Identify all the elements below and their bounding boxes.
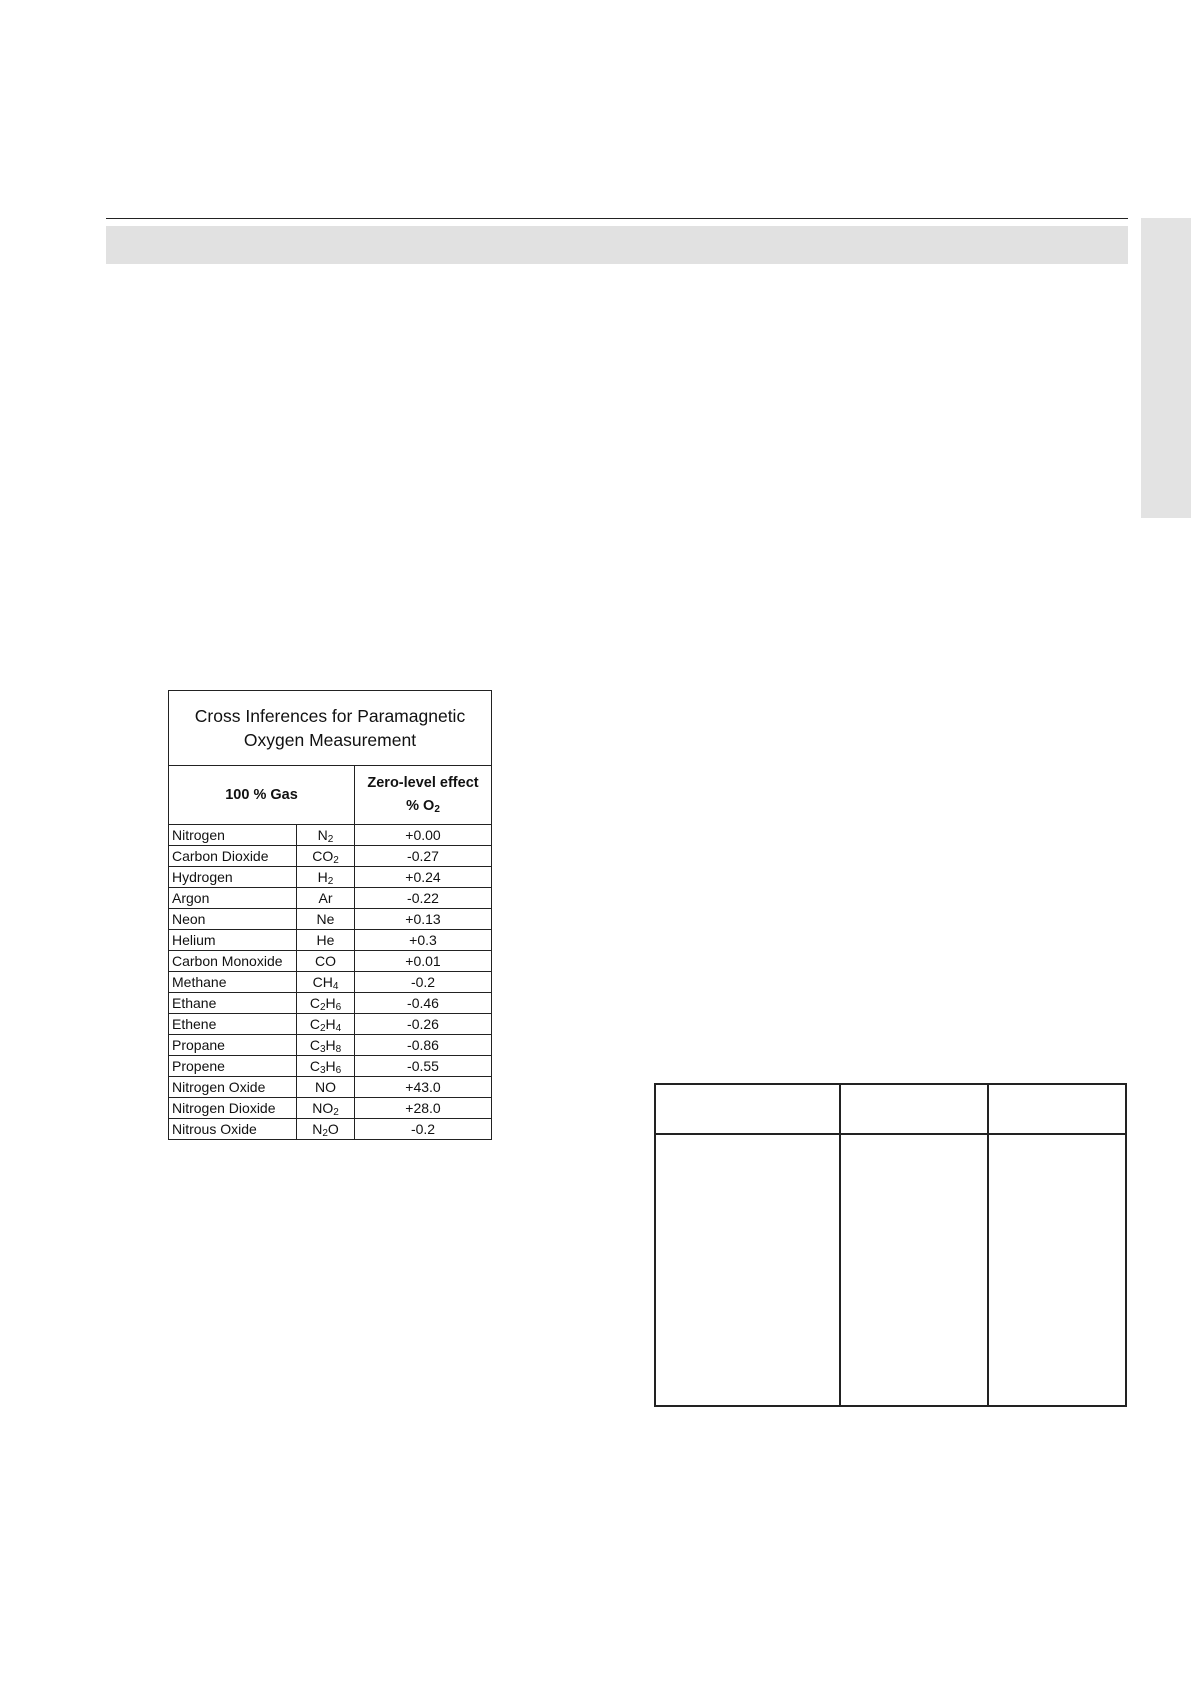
zero-level-effect-value: +43.0 bbox=[355, 1077, 492, 1098]
gas-formula: NO bbox=[297, 1077, 355, 1098]
top-rule bbox=[106, 218, 1128, 219]
table-row bbox=[169, 930, 492, 951]
table-row bbox=[169, 951, 492, 972]
empty-table-column-divider bbox=[839, 1085, 841, 1405]
table-row bbox=[169, 1014, 492, 1035]
gas-name: Nitrogen Oxide bbox=[169, 1077, 297, 1098]
zero-level-effect-value: -0.26 bbox=[355, 1014, 492, 1035]
column-header-effect-unit: % $O_2$ bbox=[406, 798, 440, 815]
table-row bbox=[169, 825, 492, 846]
gas-formula: $C_3H_6$ bbox=[297, 1056, 355, 1077]
gas-name: Hydrogen bbox=[169, 867, 297, 888]
zero-level-effect-value: +0.00 bbox=[355, 825, 492, 846]
zero-level-effect-value: +0.13 bbox=[355, 909, 492, 930]
gas-formula: CO bbox=[297, 951, 355, 972]
table-row bbox=[169, 888, 492, 909]
zero-level-effect-value: -0.27 bbox=[355, 846, 492, 867]
table-row bbox=[169, 867, 492, 888]
zero-level-effect-value: -0.46 bbox=[355, 993, 492, 1014]
zero-level-effect-value: -0.22 bbox=[355, 888, 492, 909]
zero-level-effect-value: +0.3 bbox=[355, 930, 492, 951]
zero-level-effect-value: -0.2 bbox=[355, 1119, 492, 1140]
gas-name: Helium bbox=[169, 930, 297, 951]
column-header-effect-line1: Zero-level effect bbox=[367, 775, 479, 791]
table-header-row bbox=[169, 766, 492, 825]
zero-level-effect-value: -0.86 bbox=[355, 1035, 492, 1056]
empty-table-column-divider bbox=[987, 1085, 989, 1405]
table-row bbox=[169, 993, 492, 1014]
table-title bbox=[169, 691, 492, 766]
table-row bbox=[169, 1119, 492, 1140]
section-header-band bbox=[106, 226, 1128, 264]
table-row bbox=[169, 846, 492, 867]
gas-name: Argon bbox=[169, 888, 297, 909]
gas-formula: He bbox=[297, 930, 355, 951]
column-header-gas: 100 % Gas bbox=[169, 766, 355, 825]
gas-formula: Ar bbox=[297, 888, 355, 909]
table-title-row bbox=[169, 691, 492, 766]
gas-name: Propene bbox=[169, 1056, 297, 1077]
gas-formula: $C_3H_8$ bbox=[297, 1035, 355, 1056]
gas-formula: $N_2$ bbox=[297, 825, 355, 846]
gas-name: Ethene bbox=[169, 1014, 297, 1035]
zero-level-effect-value: +0.24 bbox=[355, 867, 492, 888]
table-title-line1: Cross Inferences for Paramagnetic bbox=[194, 706, 466, 726]
gas-formula: $C_2H_4$ bbox=[297, 1014, 355, 1035]
side-tab bbox=[1141, 218, 1191, 518]
gas-formula: $N_2O$ bbox=[297, 1119, 355, 1140]
table-row bbox=[169, 1098, 492, 1119]
gas-name: Methane bbox=[169, 972, 297, 993]
zero-level-effect-value: -0.2 bbox=[355, 972, 492, 993]
table-row bbox=[169, 1077, 492, 1098]
empty-table-header-divider bbox=[656, 1133, 1125, 1135]
gas-formula: $CO_2$ bbox=[297, 846, 355, 867]
gas-formula: $H_2$ bbox=[297, 867, 355, 888]
gas-name: Nitrogen Dioxide bbox=[169, 1098, 297, 1119]
gas-name: Ethane bbox=[169, 993, 297, 1014]
gas-name: Propane bbox=[169, 1035, 297, 1056]
cross-interference-table bbox=[168, 690, 492, 1140]
gas-formula: $NO_2$ bbox=[297, 1098, 355, 1119]
gas-name: Nitrous Oxide bbox=[169, 1119, 297, 1140]
gas-name: Neon bbox=[169, 909, 297, 930]
gas-formula: $CH_4$ bbox=[297, 972, 355, 993]
column-header-effect bbox=[355, 766, 492, 825]
zero-level-effect-value: +28.0 bbox=[355, 1098, 492, 1119]
gas-formula: $C_2H_6$ bbox=[297, 993, 355, 1014]
table-row bbox=[169, 972, 492, 993]
empty-ruled-table bbox=[654, 1083, 1127, 1407]
gas-name: Carbon Monoxide bbox=[169, 951, 297, 972]
gas-name: Nitrogen bbox=[169, 825, 297, 846]
zero-level-effect-value: -0.55 bbox=[355, 1056, 492, 1077]
table-row bbox=[169, 909, 492, 930]
table-row bbox=[169, 1035, 492, 1056]
zero-level-effect-value: +0.01 bbox=[355, 951, 492, 972]
table-row bbox=[169, 1056, 492, 1077]
table-title-line2: Oxygen Measurement bbox=[243, 730, 417, 750]
gas-formula: Ne bbox=[297, 909, 355, 930]
gas-name: Carbon Dioxide bbox=[169, 846, 297, 867]
